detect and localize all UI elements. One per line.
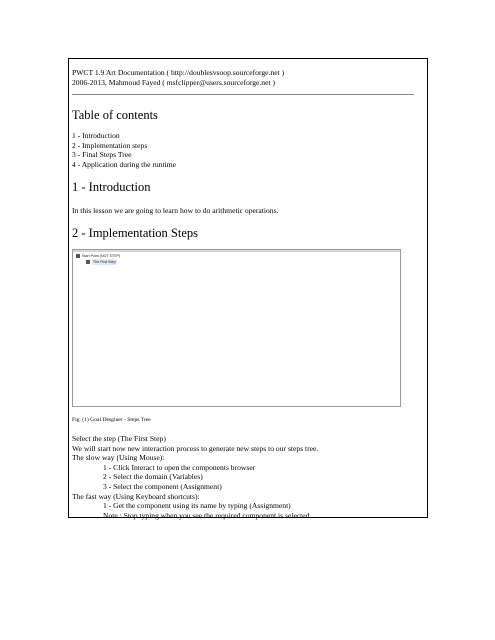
- section-2-body: [72, 434, 318, 520]
- header-line-1: PWCT 1.9 Art Documentation ( http://doublesvsoop.sourceforge.net ): [72, 68, 285, 77]
- body-line-fast-step-1: 1 - Get the component using its name by typing (Assignment): [103, 501, 291, 511]
- tree-child-row[interactable]: [76, 259, 120, 265]
- body-line-slow-step-3: 3 - Select the component (Assignment): [103, 481, 222, 491]
- body-line-slow-way: The slow way (Using Mouse):: [72, 453, 165, 463]
- header-rule: [72, 94, 414, 95]
- section-2-title: 2 - Implementation Steps: [72, 226, 199, 240]
- steps-tree-screenshot: [72, 249, 401, 407]
- body-line-note: Note : Stop typing when you see the required component is selected: [103, 510, 310, 520]
- figure-caption: Fig. (1) Goal Desginer - Steps Tree: [72, 417, 151, 423]
- section-1-title: 1 - Introduction: [72, 180, 151, 194]
- toc-item-runtime: 4 - Application during the runtime: [72, 159, 176, 169]
- section-1-text: In this lesson we are going to learn how to do arithmetic operations.: [72, 206, 279, 215]
- tree-node-icon: [76, 254, 80, 258]
- toc-item-final-tree: 3 - Final Steps Tree: [72, 150, 132, 160]
- steps-tree: [76, 253, 120, 265]
- body-line-select-step: Select the step (The First Step): [72, 434, 166, 443]
- header-line-2: 2006-2013, Mahmoud Fayed ( msfclipper@users.sourceforge.net ): [72, 78, 275, 87]
- body-line-fast-way: The fast way (Using Keyboard shortcuts):: [72, 491, 200, 501]
- tree-child-label: The First Step: [93, 260, 116, 264]
- tree-root-label: Start Point (NOT STEP): [82, 254, 121, 258]
- document-header: [72, 68, 284, 88]
- screenshot-top-border: [73, 250, 400, 252]
- body-line-slow-step-2: 2 - Select the domain (Variables): [103, 472, 203, 482]
- body-line-slow-step-1: 1 - Click Interact to open the components browser: [103, 462, 256, 472]
- toc-title: Table of contents: [72, 108, 158, 122]
- body-line-start-process: We will start now new interaction process to generate new steps to our steps tree.: [72, 443, 319, 453]
- toc-list: [72, 131, 176, 169]
- toc-item-introduction: 1 - Introduction: [72, 131, 120, 140]
- step-node-icon: [86, 260, 90, 264]
- toc-item-implementation: 2 - Implementation steps: [72, 140, 148, 150]
